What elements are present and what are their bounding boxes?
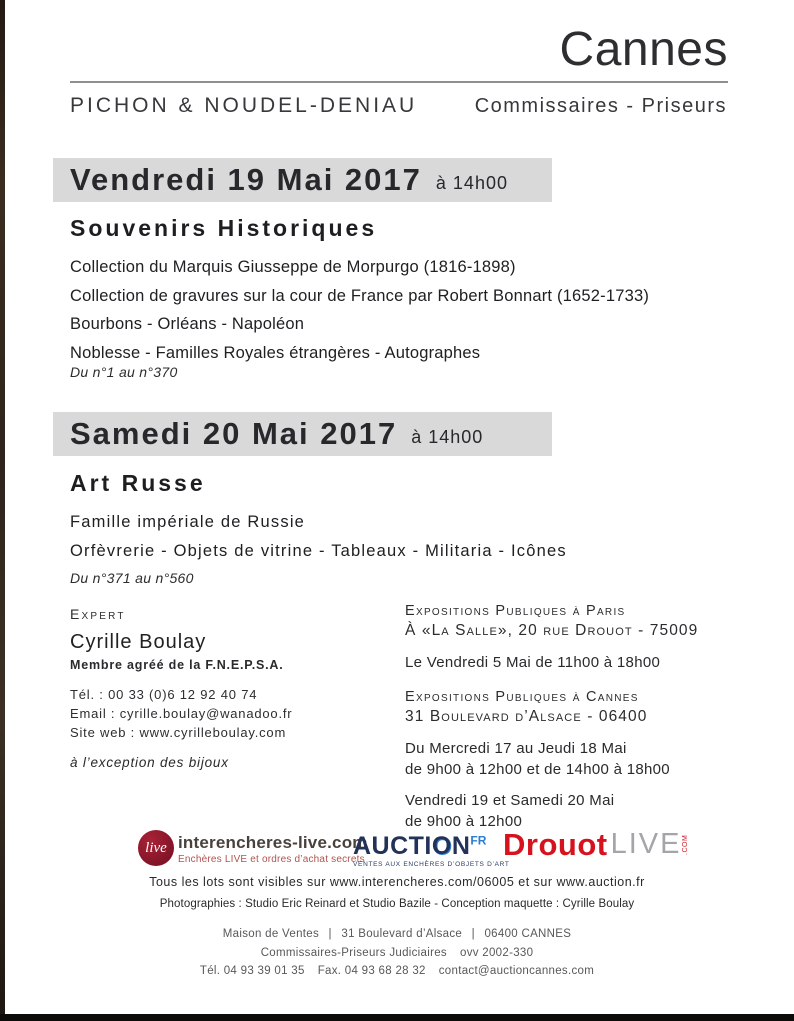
header-row (70, 94, 727, 118)
auction-fr-wordmark (353, 834, 510, 859)
expert-column (70, 606, 385, 770)
drouot-com-vertical: .COM (682, 834, 690, 855)
sale1-line: Collection de gravures sur la cour de France par Robert Bonnart (1652-1733) (70, 286, 650, 305)
interencheres-logo-text (178, 830, 368, 865)
live-badge-icon: live (138, 830, 174, 866)
auction-fr-sup: FR (470, 833, 487, 848)
sale1-description (70, 253, 649, 367)
header-divider (70, 81, 728, 83)
sale1-title: Souvenirs Historiques (70, 215, 378, 241)
expo-paris-heading: Expositions Publiques à Paris (405, 603, 626, 619)
sale1-lot-range: Du n°1 au n°370 (70, 364, 178, 380)
sale1-date: Vendredi 19 Mai 2017 (70, 162, 422, 197)
auction-fr-tagline: VENTES AUX ENCHÈRES D’OBJETS D’ART (353, 861, 510, 868)
expo-cannes-schedule: de 9h00 à 12h00 et de 14h00 à 18h00 (405, 761, 670, 778)
sale1-line: Collection du Marquis Giusseppe de Morpurgo (1816-1898) (70, 258, 516, 276)
sale2-line: Famille impériale de Russie (70, 513, 306, 531)
lots-visibility-note: Tous les lots sont visibles sur www.interencheres.com/06005 et sur www.auction.fr (149, 875, 645, 889)
auction-house-subtitle: Commissaires - Priseurs (474, 95, 727, 117)
drouot-wordmark: Drouot (503, 827, 608, 862)
auction-o-swirl-icon: O (431, 832, 452, 860)
expert-contact-block (70, 685, 385, 742)
address-block (0, 925, 794, 981)
sale2-time: à 14h00 (411, 426, 484, 447)
drouot-live-logo (503, 829, 689, 860)
auction-fr-logo (353, 834, 510, 868)
expo-cannes-heading: Expositions Publiques à Cannes (405, 689, 639, 705)
sale2-date: Samedi 20 Mai 2017 (70, 416, 398, 451)
auction-word-n: N (451, 832, 471, 860)
expo-paris-address: À «La Salle», 20 rue Drouot - 75009 (405, 622, 699, 639)
sale2-title: Art Russe (70, 470, 206, 496)
sale2-line: Orfèvrerie - Objets de vitrine - Tableaux - Militaria - Icônes (70, 542, 567, 560)
expositions-column (405, 603, 750, 832)
expert-membership: Membre agréé de la F.N.E.P.S.A. (70, 658, 284, 672)
expo-cannes-schedule: Vendredi 19 et Samedi 20 Mai (405, 792, 615, 809)
expert-heading: Expert (70, 606, 126, 622)
expert-exception-note: à l’exception des bijoux (70, 755, 229, 770)
address-line-status: Commissaires-Priseurs Judiciaires ovv 2002-330 (260, 946, 534, 959)
expert-name: Cyrille Boulay (70, 631, 207, 653)
sale2-description (70, 508, 567, 566)
page-left-edge (0, 0, 5, 1021)
expo-paris-schedule: Le Vendredi 5 Mai de 11h00 à 18h00 (405, 654, 661, 671)
address-line-venue: Maison de Ventes | 31 Boulevard d’Alsace | 06400 CANNES (222, 928, 572, 940)
expert-email: Email : cyrille.boulay@wanadoo.fr (70, 706, 293, 721)
credits-note: Photographies : Studio Eric Reinard et Studio Bazile - Conception maquette : Cyrille Boulay (159, 898, 635, 910)
sale1-line: Noblesse - Familles Royales étrangères - Autographes (70, 343, 481, 362)
sale1-date-banner (53, 158, 552, 202)
expo-cannes-schedule: Du Mercredi 17 au Jeudi 18 Mai (405, 740, 627, 757)
expo-cannes-schedule: de 9h00 à 12h00 (405, 813, 523, 830)
interencheres-live-logo (138, 830, 368, 866)
sale1-line: Bourbons - Orléans - Napoléon (70, 315, 305, 333)
expert-phone: Tél. : 00 33 (0)6 12 92 40 74 (70, 687, 258, 702)
address-line-contact: Tél. 04 93 39 01 35 Fax. 04 93 68 28 32 contact@auctioncannes.com (199, 965, 595, 977)
page-bottom-edge (0, 1014, 794, 1021)
auction-house-name: PICHON & NOUDEL-DENIAU (70, 94, 418, 117)
expo-cannes-address: 31 Boulevard d’Alsace - 06400 (405, 708, 648, 725)
interencheres-tagline: Enchères LIVE et ordres d’achat secrets (178, 854, 365, 865)
drouot-live-wordmark: LIVE (610, 828, 682, 860)
expert-website: Site web : www.cyrilleboulay.com (70, 725, 287, 740)
sale2-date-banner (53, 412, 552, 456)
sale2-lot-range: Du n°371 au n°560 (70, 570, 194, 586)
interencheres-domain: interencheres-live.com (178, 833, 368, 852)
sale1-time: à 14h00 (435, 172, 508, 193)
auction-word-start: AUCTI (353, 832, 432, 860)
city-title: Cannes (559, 23, 728, 76)
